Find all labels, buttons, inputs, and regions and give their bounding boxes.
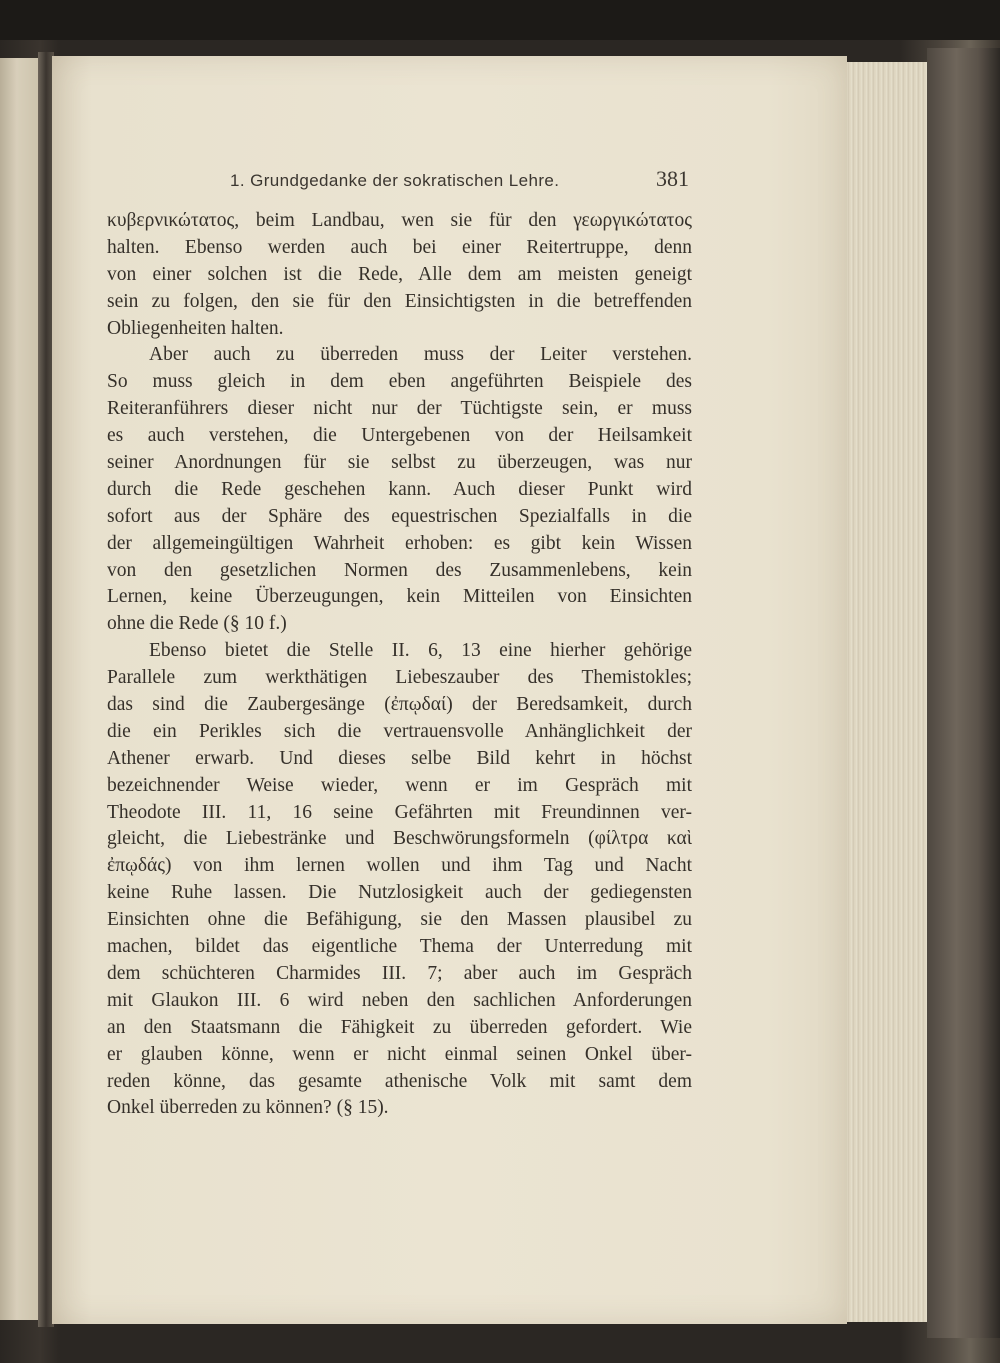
text-line: mit Glaukon III. 6 wird neben den sachlichen Anforderungen (107, 989, 692, 1011)
paragraph-3 (107, 638, 692, 1122)
page-number: 381 (656, 166, 689, 191)
text-line: κυβερνικώτατος, beim Landbau, wen sie für den γεωργικώτατος (107, 210, 692, 231)
text-line: So muss gleich in dem eben angeführten Beispiele des (107, 371, 692, 393)
text-line: gleicht, die Liebestränke und Beschwörungsformeln (φίλτρα καὶ (107, 828, 692, 850)
text-line: durch die Rede geschehen kann. Auch dieser Punkt wird (107, 478, 692, 500)
text-line: Onkel überreden zu können? (§ 15). (107, 1097, 389, 1119)
text-line: Athener erwarb. Und dieses selbe Bild kehrt in höchst (107, 747, 692, 769)
text-line: das sind die Zaubergesänge (ἐπῳδαί) der Beredsamkeit, durch (107, 694, 692, 716)
text-line: halten. Ebenso werden auch bei einer Reitertruppe, denn (107, 236, 692, 258)
text-line: reden könne, das gesamte athenische Volk mit samt dem (107, 1070, 692, 1092)
text-line: er glauben könne, wenn er nicht einmal seinen Onkel über- (107, 1043, 692, 1065)
text-line: machen, bildet das eigentliche Thema der Unterredung mit (107, 936, 692, 958)
text-line: dem schüchteren Charmides III. 7; aber auch im Gespräch (107, 962, 692, 984)
text-line: von einer solchen ist die Rede, Alle dem am meisten geneigt (107, 263, 692, 285)
text-line: sein zu folgen, den sie für den Einsichtigsten in die betreffenden (107, 290, 692, 312)
text-line: der allgemeingültigen Wahrheit erhoben: es gibt kein Wissen (107, 532, 692, 554)
page-stack-edge (845, 62, 929, 1322)
text-line: von den gesetzlichen Normen des Zusammenlebens, kein (107, 559, 692, 581)
text-line: Parallele zum werkthätigen Liebeszauber des Themistokles; (107, 667, 692, 689)
text-line: Theodote III. 11, 16 seine Gefährten mit Freundinnen ver- (107, 801, 692, 823)
text-line: keine Ruhe lassen. Die Nutzlosigkeit auch der gediegensten (107, 882, 692, 904)
text-line: ohne die Rede (§ 10 f.) (107, 613, 287, 635)
left-page-edge (0, 58, 42, 1320)
text-line: Obliegenheiten halten. (107, 317, 284, 339)
text-line: Reiteranführers dieser nicht nur der Tüchtigste sein, er muss (107, 398, 692, 420)
running-head: 1. Grundgedanke der sokratischen Lehre. (230, 171, 560, 190)
paragraph-2 (107, 342, 692, 638)
text-line: sofort aus der Sphäre des equestrischen Spezialfalls in die (107, 505, 692, 527)
text-line: die ein Perikles sich die vertrauensvolle Anhänglichkeit der (107, 720, 692, 742)
text-line: ἐπῳδάς) von ihm lernen wollen und ihm Tag und Nacht (107, 855, 692, 877)
text-line: bezeichnender Weise wieder, wenn er im Gespräch mit (107, 774, 692, 796)
text-line: Lernen, keine Überzeugungen, kein Mitteilen von Einsichten (107, 586, 692, 608)
text-line: Aber auch zu überreden muss der Leiter verstehen. (149, 344, 692, 366)
book-board-edge (927, 48, 1000, 1338)
body-text (107, 208, 692, 1122)
text-line: es auch verstehen, die Untergebenen von der Heilsamkeit (107, 425, 692, 447)
text-line: Einsichten ohne die Befähigung, sie den Massen plausibel zu (107, 909, 692, 931)
text-line: seiner Anordnungen für sie selbst zu überzeugen, was nur (107, 452, 692, 474)
text-line: an den Staatsmann die Fähigkeit zu überreden gefordert. Wie (107, 1016, 692, 1038)
text-line: Ebenso bietet die Stelle II. 6, 13 eine hierher gehörige (149, 640, 692, 662)
paragraph-1 (107, 208, 692, 342)
